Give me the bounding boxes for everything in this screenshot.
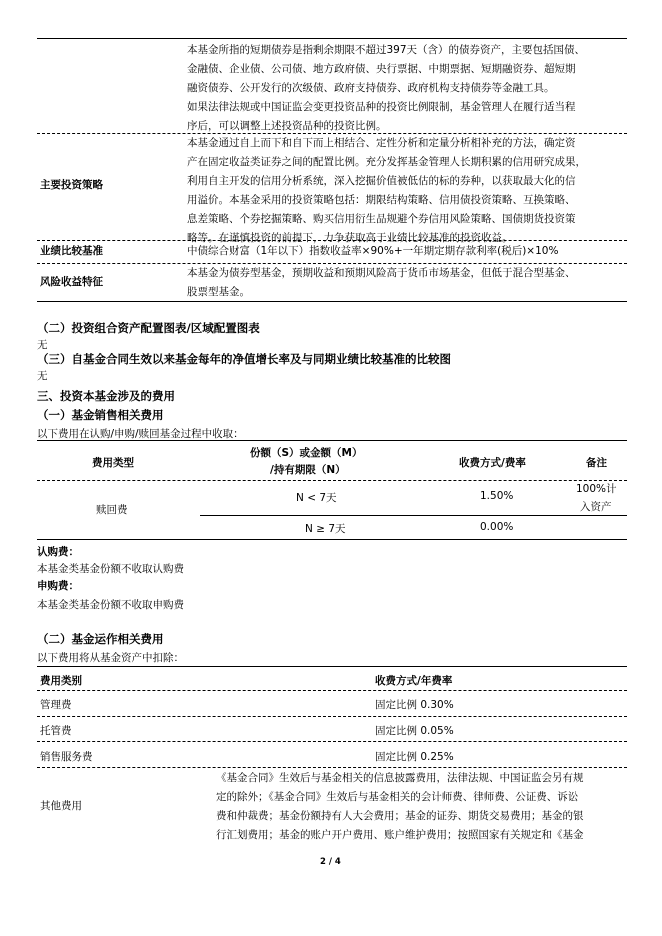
note-row1-line2: 入资产 (580, 501, 612, 513)
col-fee-type: 费用类型 (92, 457, 134, 469)
note-row1-line1: 100%计 (576, 483, 617, 495)
operation-fee-title: （二）基金运作相关费用 (37, 632, 164, 646)
purchase-label: 申购费： (37, 580, 79, 592)
op-rate-custody: 固定比例 0.05% (375, 725, 454, 737)
op-rate-management: 固定比例 0.30% (375, 699, 454, 711)
rate-row1: 1.50% (480, 490, 514, 502)
op-table-top-rule (37, 666, 627, 667)
period-row1: N < 7天 (296, 492, 337, 504)
section3-text: 无 (37, 370, 48, 382)
row-divider (37, 716, 627, 717)
fee-type-redemption: 赎回费 (96, 504, 128, 516)
op-type-sales-service: 销售服务费 (40, 751, 93, 763)
sales-fee-intro: 以下费用在认购/申购/赎回基金过程中收取： (37, 428, 244, 440)
operation-fee-intro: 以下费用将从基金资产中扣除： (37, 652, 184, 664)
col-amount-line2: /持有期限（N） (270, 464, 346, 476)
row-divider (37, 767, 627, 768)
table-bottom-rule (37, 301, 627, 302)
scope-text: 本基金所指的短期债券是指剩余期限不超过397天（含）的债券资产，主要包括国债、 金融债、企业债、公司债、地方政府债、央行票据、中期票据、短期融资券、超短期 融资债券、公开发行的次级债、政府支持债券、政府机构支持债券等金融工具。 如果法律法规或中国证监会变更投资品种的投资比例限制，基金管理人在履行适当程 序后，可以调整上述投资品种的投资比例。 (187, 44, 586, 132)
period-row2: N ≥ 7天 (305, 523, 346, 535)
strategy-text: 本基金通过自上而下和自下而上相结合、定性分析和定量分析相补充的方法，确定资 产在固定收益类证券之间的配置比例。充分发挥基金管理人长期积累的信用研究成果， 利用自主开发的信用分析系统，深入挖掘价值被低估的标的券种，以获取最大化的信 用溢价。本基金采用的投资策略包括：期限结构策略、信用债投资策略、互换策略、 息差策略、个券挖掘策略、购买信用衍生品规避个券信用风险策略、国债期货投资策 略等。在谨慎投资的前提下，力争获取高于业绩比较基准的投资收益。 (187, 137, 586, 244)
benchmark-text: 中债综合财富（1年以下）指数收益率×90%+一年期定期存款利率(税后)×10% (187, 245, 559, 257)
col-note: 备注 (586, 457, 607, 469)
col-rate: 收费方式/费率 (459, 457, 526, 469)
section2-text: 无 (37, 339, 48, 351)
op-rate-sales-service: 固定比例 0.25% (375, 751, 454, 763)
op-col-rate: 收费方式/年费率 (375, 675, 453, 687)
section3-title: （三）自基金合同生效以来基金每年的净值增长率及与同期业绩比较基准的比较图 (37, 352, 451, 366)
col-amount-line1: 份额（S）或金额（M） (250, 447, 363, 459)
op-type-management: 管理费 (40, 699, 72, 711)
table-top-rule (37, 38, 627, 39)
rate-row2: 0.00% (480, 521, 514, 533)
sales-fee-title: （一）基金销售相关费用 (37, 408, 164, 422)
op-other-text: 《基金合同》生效后与基金相关的信息披露费用，法律法规、中国证监会另有规 定的除外；《基金合同》生效后与基金相关的会计师费、律师费、公证费、诉讼 费和仲裁费；基金份额持有人大会费用；基金的证券、期货交易费用；基金的银 行汇划费用；基金的账户开户费用、账户维护费用；按照国家有关规定和《基金 (216, 772, 584, 841)
subscribe-label: 认购费： (37, 546, 79, 558)
fee-table-top-rule (37, 440, 627, 441)
page-number: 2 / 4 (320, 857, 341, 867)
strategy-label: 主要投资策略 (40, 179, 103, 191)
part3-title: 三、投资本基金涉及的费用 (37, 389, 175, 403)
op-type-custody: 托管费 (40, 725, 72, 737)
subscribe-text: 本基金类基金份额不收取认购费 (37, 563, 184, 575)
row-divider (37, 741, 627, 742)
purchase-text: 本基金类基金份额不收取申购费 (37, 599, 184, 611)
row-divider (37, 690, 627, 691)
benchmark-label: 业绩比较基准 (40, 245, 103, 257)
fee-table-bottom-rule (37, 539, 627, 540)
op-type-other: 其他费用 (40, 800, 82, 812)
section2-title: （二）投资组合资产配置图表/区域配置图表 (37, 321, 260, 335)
op-col-type: 费用类别 (40, 675, 82, 687)
risk-text: 本基金为债券型基金，预期收益和预期风险高于货币市场基金，但低于混合型基金、 股票型基金。 (187, 267, 576, 298)
row-divider (200, 515, 627, 516)
header-divider (37, 480, 627, 481)
risk-label: 风险收益特征 (40, 276, 103, 288)
